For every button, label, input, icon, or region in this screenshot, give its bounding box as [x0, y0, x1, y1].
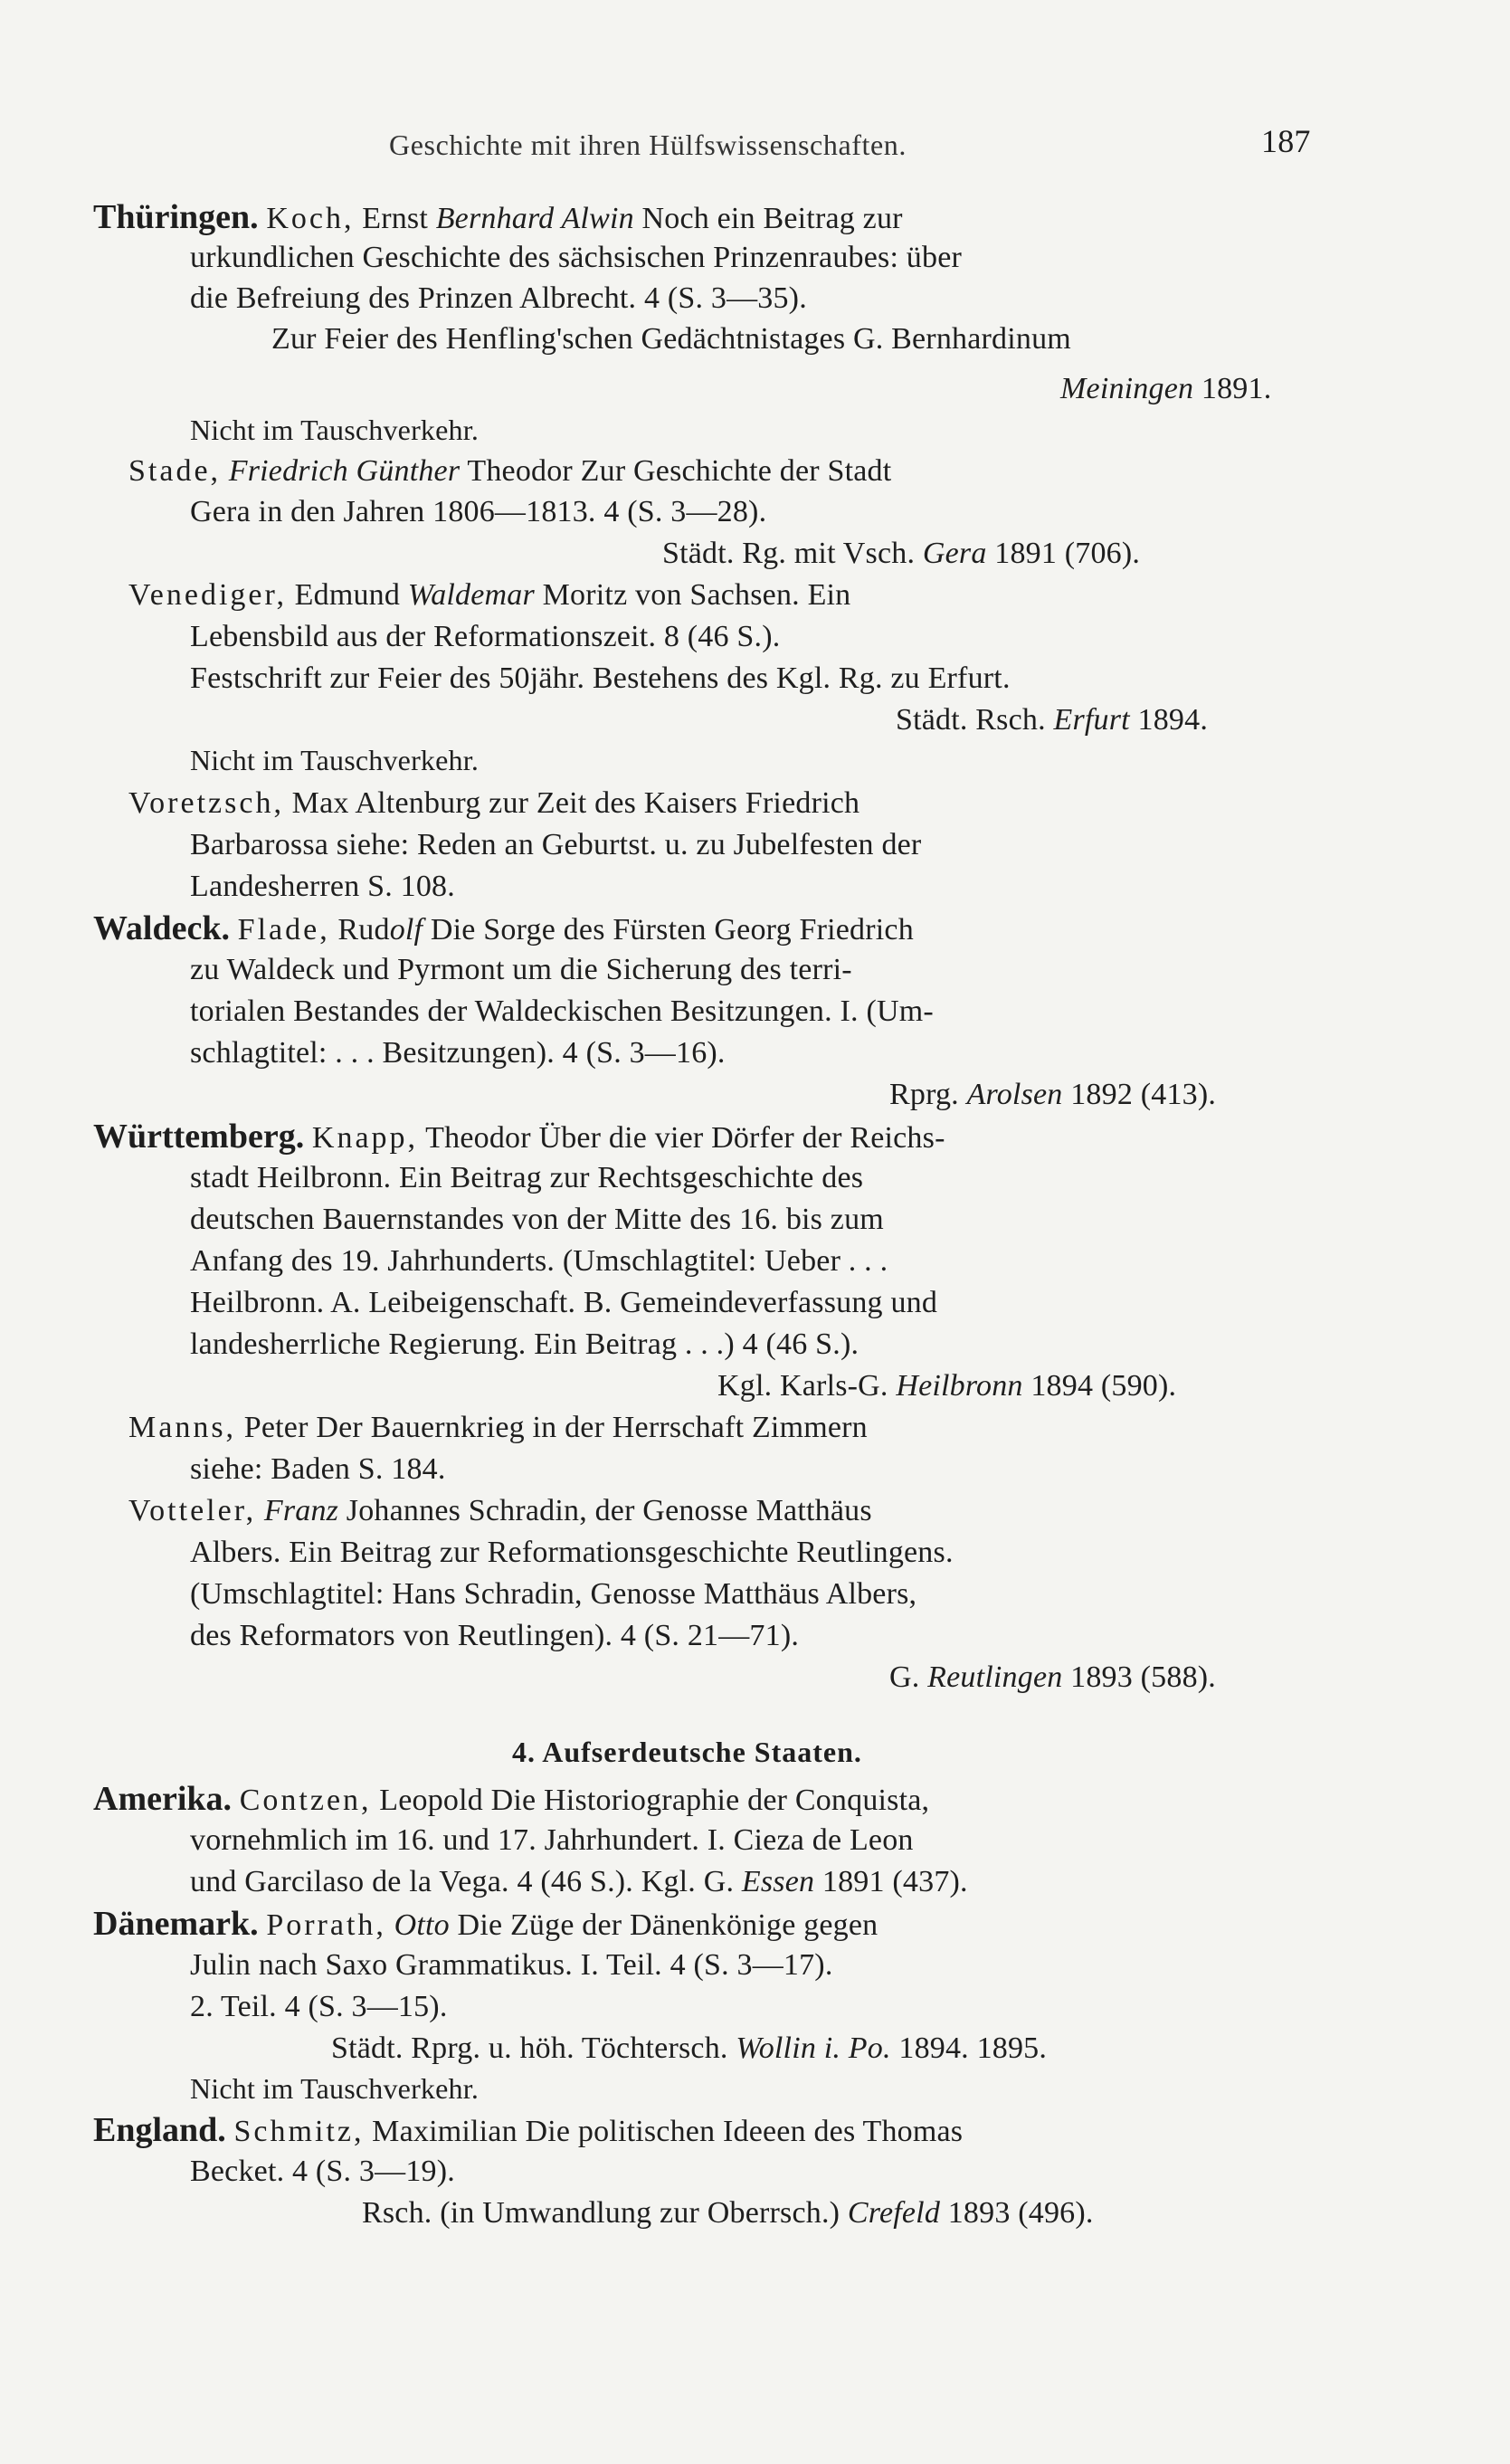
entry-venediger-line-1	[128, 576, 850, 615]
entry-votteler-line-4: des Reformators von Reutlingen). 4 (S. 21—71).	[190, 1619, 800, 1652]
entry-title: Die Züge der Dänenkönige gegen	[449, 1908, 878, 1942]
place: Meiningen	[1060, 372, 1194, 405]
entry-porrath-line-2: Julin nach Saxo Grammatikus. I. Teil. 4 (S. 3—17).	[190, 1948, 833, 1982]
place: Arolsen	[966, 1078, 1063, 1111]
place: Heilbronn	[896, 1369, 1023, 1403]
entry-contzen-line-1	[93, 1779, 929, 1821]
entry-votteler-line-3: (Umschlagtitel: Hans Schradin, Genosse Matthäus Albers,	[190, 1577, 917, 1611]
entry-title: Theodor Zur Geschichte der Stadt	[460, 454, 892, 488]
entry-venediger-line-3: Festschrift zur Feier des 50jähr. Bestehens des Kgl. Rg. zu Erfurt.	[190, 661, 1011, 695]
entry-knapp-line-6: landesherrliche Regierung. Ein Beitrag . . .) 4 (46 S.).	[190, 1327, 859, 1361]
exchange-note: Nicht im Tauschverkehr.	[190, 744, 480, 776]
entry-koch-line-3: die Befreiung des Prinzen Albrecht. 4 (S. 3—35).	[190, 281, 807, 315]
year: 1894.	[1129, 703, 1209, 737]
entry-title: Johannes Schradin, der Genosse Matthäus	[338, 1494, 872, 1527]
author-surname: Knapp,	[311, 1121, 419, 1155]
entry-contzen-line-3	[190, 1862, 968, 1902]
exchange-note: Nicht im Tauschverkehr.	[190, 2072, 480, 2105]
running-title: Geschichte mit ihren Hülfswissenschaften.	[389, 128, 907, 161]
section-heading: 4. Aufserdeutsche Staaten.	[512, 1736, 862, 1768]
entry-votteler-line-1	[128, 1491, 872, 1531]
entry-title: Noch ein Beitrag zur	[633, 202, 903, 235]
year-number: 1893 (588).	[1062, 1660, 1216, 1694]
exchange-note: Nicht im Tauschverkehr.	[190, 414, 480, 446]
entry-schmitz-line-2: Becket. 4 (S. 3—19).	[190, 2155, 455, 2188]
entry-voretzsch-line-1	[128, 784, 859, 823]
entry-koch-place-line	[1060, 369, 1271, 409]
entry-title: Leopold Die Historiographie der Conquista,	[379, 1784, 930, 1817]
entry-flade-line-3: torialen Bestandes der Waldeckischen Besitzungen. I. (Um-	[190, 994, 934, 1028]
school: Städt. Rsch.	[896, 703, 1054, 737]
entry-title: Max Altenburg zur Zeit des Kaisers Friedrich	[291, 786, 860, 820]
entry-stade-line-2: Gera in den Jahren 1806—1813. 4 (S. 3—28).	[190, 495, 767, 528]
years: 1894. 1895.	[890, 2031, 1048, 2065]
entry-flade-line-2: zu Waldeck und Pyrmont um die Sicherung des terri-	[190, 953, 852, 986]
entry-knapp-line-5: Heilbronn. A. Leibeigenschaft. B. Gemeindeverfassung und	[190, 1286, 938, 1319]
entry-knapp-line-1	[93, 1117, 945, 1158]
place: Wollin i. Po.	[736, 2031, 891, 2065]
author-given-name-italic: Franz	[263, 1494, 339, 1527]
entry-votteler-line-2: Albers. Ein Beitrag zur Reformationsgeschichte Reutlingens.	[190, 1536, 954, 1569]
place: Essen	[741, 1865, 815, 1898]
entry-porrath-line-1	[93, 1904, 878, 1946]
entry-venediger-school-line	[896, 700, 1208, 740]
entry-title: Maximilian Die politischen Ideeen des Thomas	[372, 2115, 964, 2148]
entry-koch-line-2: urkundlichen Geschichte des sächsischen Prinzenraubes: über	[190, 241, 963, 274]
entry-text: und Garcilaso de la Vega. 4 (46 S.). Kgl. G.	[190, 1865, 742, 1898]
entry-manns-line-2: siehe: Baden S. 184.	[190, 1452, 446, 1486]
year-number: 1891 (437).	[814, 1865, 968, 1898]
author-surname: Venediger,	[128, 578, 287, 612]
entry-knapp-school-line	[717, 1366, 1176, 1406]
author-surname: Schmitz,	[233, 2115, 365, 2148]
school: Kgl. Karls-G.	[717, 1369, 897, 1403]
entry-stade-line-1	[128, 452, 891, 491]
entry-koch-line-4: Zur Feier des Henfling'schen Gedächtnistages G. Bernhardinum	[271, 322, 1071, 356]
school: G.	[889, 1660, 928, 1694]
entry-title: Moritz von Sachsen. Ein	[534, 578, 851, 612]
region-label: Waldeck.	[93, 909, 230, 947]
school: Rsch. (in Umwandlung zur Oberrsch.)	[362, 2196, 848, 2230]
author-given-name: Edmund	[294, 578, 408, 612]
year-number: 1894 (590).	[1022, 1369, 1177, 1403]
place: Gera	[922, 537, 987, 570]
entry-title: Theodor Über die vier Dörfer der Reichs-	[425, 1121, 945, 1155]
author-given-name: Rud	[337, 913, 390, 947]
school: Rprg.	[889, 1078, 967, 1111]
entry-schmitz-line-1	[93, 2110, 963, 2152]
author-surname: Porrath,	[266, 1908, 386, 1942]
place: Erfurt	[1053, 703, 1130, 737]
author-given-name-italic: Otto	[394, 1908, 450, 1942]
region-label: England.	[93, 2111, 226, 2149]
region-label: Dänemark.	[93, 1905, 259, 1943]
author-surname: Koch,	[266, 202, 355, 235]
author-surname: Voretzsch,	[128, 786, 284, 820]
entry-title: Die Sorge des Fürsten Georg Friedrich	[423, 913, 914, 947]
region-label: Amerika.	[93, 1780, 233, 1818]
author-given-name-italic: olf	[389, 913, 423, 947]
author-given-name: Ernst	[362, 202, 436, 235]
year-number: 1893 (496).	[940, 2196, 1094, 2230]
school: Städt. Rprg. u. höh. Töchtersch.	[331, 2031, 736, 2065]
entry-knapp-line-2: stadt Heilbronn. Ein Beitrag zur Rechtsgeschichte des	[190, 1161, 864, 1194]
region-label: Württemberg.	[93, 1118, 305, 1156]
entry-schmitz-school-line	[362, 2193, 1094, 2233]
author-surname: Votteler,	[128, 1494, 257, 1527]
entry-knapp-line-3: deutschen Bauernstandes von der Mitte des 16. bis zum	[190, 1203, 884, 1236]
entry-voretzsch-line-2: Barbarossa siehe: Reden an Geburtst. u. zu Jubelfesten der	[190, 828, 922, 861]
author-given-name-italic: Friedrich Günther	[228, 454, 461, 488]
author-given-name-italic: Bernhard Alwin	[435, 202, 634, 235]
entry-porrath-line-3: 2. Teil. 4 (S. 3—15).	[190, 1990, 448, 2023]
entry-flade-school-line	[889, 1075, 1216, 1115]
entry-flade-line-4: schlagtitel: . . . Besitzungen). 4 (S. 3—16).	[190, 1036, 726, 1070]
entry-title: Peter Der Bauernkrieg in der Herrschaft Zimmern	[243, 1411, 868, 1444]
entry-venediger-line-2: Lebensbild aus der Reformationszeit. 8 (46 S.).	[190, 620, 781, 653]
year-number: 1892 (413).	[1062, 1078, 1217, 1111]
author-surname: Manns,	[128, 1411, 237, 1444]
page-number: 187	[1261, 123, 1311, 159]
year: 1891.	[1193, 372, 1272, 405]
place: Reutlingen	[927, 1660, 1063, 1694]
place: Crefeld	[847, 2196, 941, 2230]
entry-contzen-line-2: vornehmlich im 16. und 17. Jahrhundert. I. Cieza de Leon	[190, 1823, 914, 1857]
entry-voretzsch-line-3: Landesherren S. 108.	[190, 870, 455, 903]
year-number: 1891 (706).	[986, 537, 1141, 570]
entry-manns-line-1	[128, 1408, 868, 1448]
entry-flade-line-1	[93, 909, 914, 950]
author-surname: Flade,	[237, 913, 330, 947]
author-surname: Contzen,	[239, 1784, 372, 1817]
entry-votteler-school-line	[889, 1658, 1216, 1698]
entry-knapp-line-4: Anfang des 19. Jahrhunderts. (Umschlagtitel: Ueber . . .	[190, 1244, 888, 1278]
entry-porrath-school-line	[331, 2029, 1047, 2069]
entry-koch-line-1	[93, 197, 903, 239]
author-given-name-italic: Waldemar	[407, 578, 535, 612]
entry-stade-school-line	[662, 534, 1140, 574]
region-label: Thüringen.	[93, 198, 259, 236]
author-surname: Stade,	[128, 454, 222, 488]
school: Städt. Rg. mit Vsch.	[662, 537, 923, 570]
